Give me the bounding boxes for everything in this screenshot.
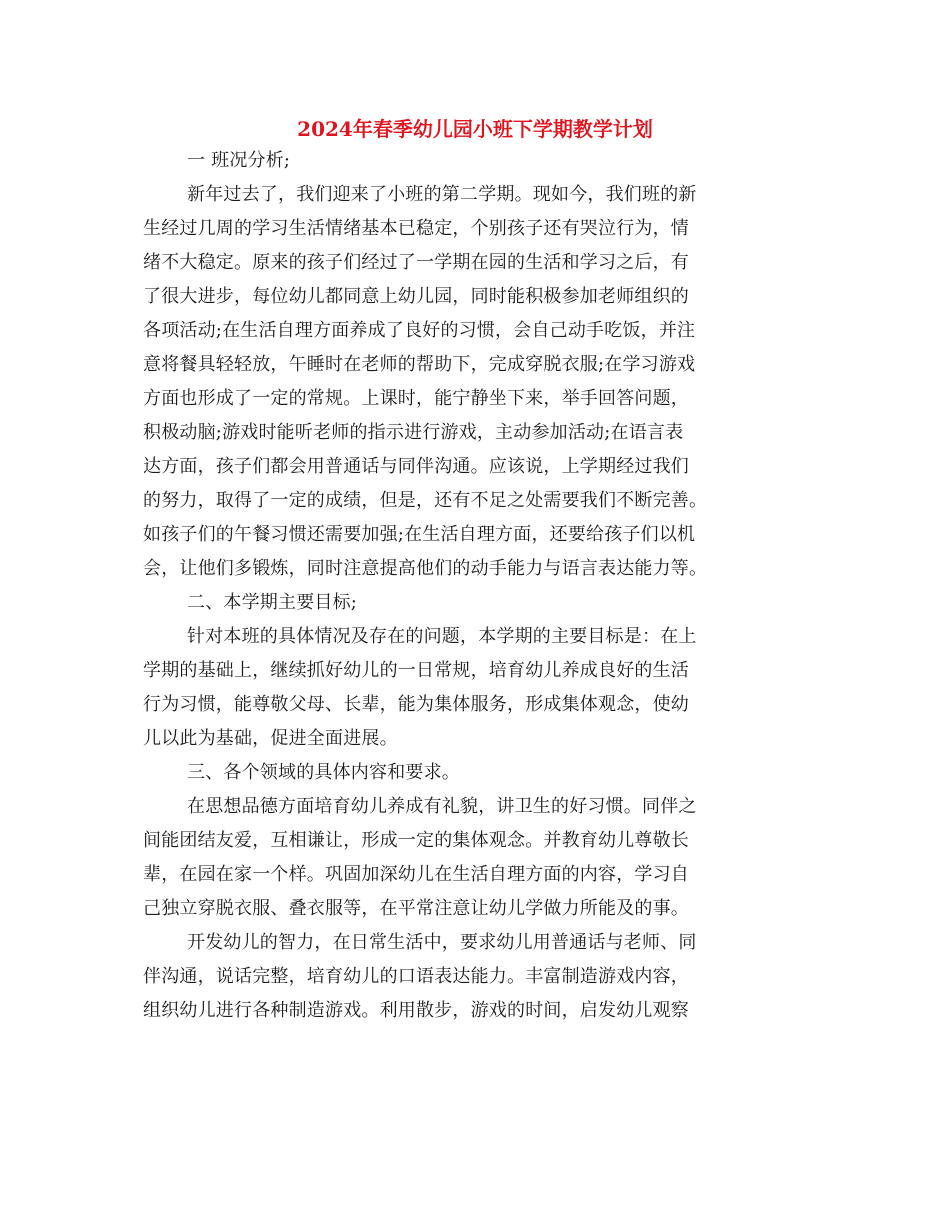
text-line: 组织幼儿进行各种制造游戏。利用散步，游戏的时间，启发幼儿观察 [143,1000,689,1021]
text-line: 间能团结友爱，互相谦让，形成一定的集体观念。并教育幼儿尊敬长 [143,830,689,851]
document-body [143,144,807,1028]
text-line: 开发幼儿的智力，在日常生活中，要求幼儿用普通话与老师、同 [187,932,697,953]
text-line: 三、各个领域的具体内容和要求。 [187,762,460,783]
text-line: 二、本学期主要目标; [187,592,358,613]
text-line: 生经过几周的学习生活情绪基本已稳定，个别孩子还有哭泣行为，情 [143,218,689,239]
text-line: 一 班况分析; [187,150,291,171]
text-line: 辈，在园在家一个样。巩固加深幼儿在生活自理方面的内容，学习自 [143,864,689,885]
text-line: 学期的基础上，继续抓好幼儿的一日常规，培育幼儿养成良好的生活 [143,660,689,681]
text-line: 意将餐具轻轻放，午睡时在老师的帮助下，完成穿脱衣服;在学习游戏 [143,354,696,375]
document-title: 2024年春季幼儿园小班下学期教学计划 [297,117,653,141]
text-line: 行为习惯，能尊敬父母、长辈，能为集体服务，形成集体观念，使幼 [143,694,689,715]
text-line: 各项活动;在生活自理方面养成了良好的习惯，会自己动手吃饭，并注 [143,320,696,341]
text-line: 新年过去了，我们迎来了小班的第二学期。现如今，我们班的新 [187,184,697,205]
text-line: 儿以此为基础，促进全面进展。 [143,728,398,749]
text-line: 如孩子们的午餐习惯还需要加强;在生活自理方面，还要给孩子们以机 [143,524,696,545]
text-line: 会，让他们多锻炼，同时注意提高他们的动手能力与语言表达能力等。 [143,558,708,579]
text-line: 积极动脑;游戏时能听老师的指示进行游戏，主动参加活动;在语言表 [143,422,684,443]
text-line: 的努力，取得了一定的成绩，但是，还有不足之处需要我们不断完善。 [143,490,708,511]
text-line: 了很大进步，每位幼儿都同意上幼儿园，同时能积极参加老师组织的 [143,286,689,307]
text-line: 针对本班的具体情况及存在的问题，本学期的主要目标是：在上 [187,626,697,647]
text-line: 绪不大稳定。原来的孩子们经过了一学期在园的生活和学习之后，有 [143,252,689,273]
text-line: 己独立穿脱衣服、叠衣服等，在平常注意让幼儿学做力所能及的事。 [143,898,689,919]
text-line: 在思想品德方面培育幼儿养成有礼貌，讲卫生的好习惯。同伴之 [187,796,697,817]
text-line: 伴沟通，说话完整，培育幼儿的口语表达能力。丰富制造游戏内容， [143,966,689,987]
text-line: 方面也形成了一定的常规。上课时，能宁静坐下来，举手回答问题， [143,388,689,409]
text-line: 达方面，孩子们都会用普通话与同伴沟通。应该说，上学期经过我们 [143,456,689,477]
